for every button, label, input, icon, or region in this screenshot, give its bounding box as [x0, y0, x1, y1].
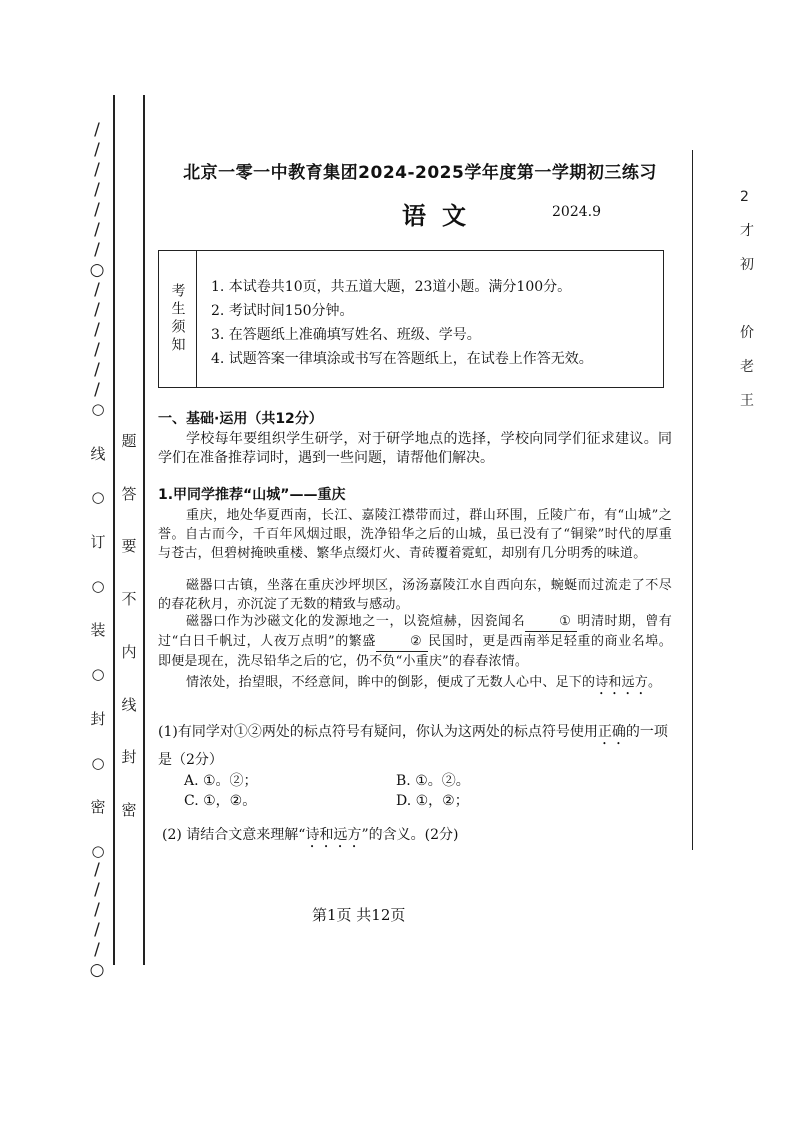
- blank-1: ①: [525, 612, 577, 632]
- binding-line-right: [143, 95, 145, 965]
- p4-text-a: 情浓处，抬望眼，不经意间，眸中的倒影，便成了无数人心中、足下的: [186, 675, 596, 690]
- edge-char: 王: [740, 393, 754, 409]
- edge-char: 初: [740, 257, 754, 273]
- binding-slash-mark: /: [94, 920, 100, 940]
- passage-paragraph-1: 重庆，地处华夏西南，长江、嘉陵江襟带而过，群山环围，丘陵广布，有“山城”之誉。自古而今，千百年风烟过眼，洗净铅华之后的山城，虽已没有了“铜梁”时代的厚重与苍古，但碧树掩映重楼、繁华点缀灯火、青砖覆着霓虹，却别有几分明秀的味道。: [158, 508, 672, 561]
- binding-line-left: [113, 95, 115, 965]
- binding-seal-char: 密: [90, 798, 106, 817]
- sub2-emphasis: 诗和远方: [305, 827, 362, 843]
- binding-warning-char: 封: [121, 748, 137, 767]
- sub1-text-a: (1)有同学对①②两处的标点符号有疑问，你认为这两处的标点符号使用: [158, 724, 598, 740]
- binding-seal-char: ○: [91, 665, 105, 684]
- binding-warning-char: 线: [121, 695, 137, 714]
- section-intro: 学校每年要组织学生研学，对于研学地点的选择，学校向同学们征求建议。同学们在准备推荐词时，遇到一些问题，请帮他们解决。: [158, 431, 672, 466]
- binding-warning-char: 题: [121, 432, 137, 450]
- sub1-emphasis: 正确: [597, 724, 626, 740]
- binding-slash-mark: /: [94, 180, 100, 200]
- binding-slash-mark: /: [94, 140, 100, 160]
- notice-item: 3. 在答题纸上准确填写姓名、班级、学号。: [211, 327, 481, 343]
- binding-slash-mark: /: [94, 880, 100, 900]
- edge-char: 才: [740, 223, 754, 239]
- passage-paragraph-2: 磁器口古镇，坐落在重庆沙坪坝区，汤汤嘉陵江水自西向东，蜿蜒而过流走了不尽的春花秋月，亦沉淀了无数的精致与感动。: [158, 578, 672, 612]
- edge-char: 2: [740, 189, 749, 205]
- exam-title: 北京一零一中教育集团2024-2025学年度第一学期初三练习: [183, 163, 657, 183]
- binding-slash-mark: /: [94, 380, 100, 400]
- subquestion-1: [158, 720, 672, 772]
- p3-text-d: 民国时，更是西南举足轻重的商业名埠。即便是现在，洗尽铅华之后的它，仍不负“小重庆”的春春浓情。: [158, 634, 672, 669]
- binding-seal-char: ○: [91, 400, 105, 418]
- binding-warning-char: 答: [121, 484, 137, 503]
- edge-char: [740, 282, 780, 316]
- option-b: B. ①。②。: [396, 773, 470, 789]
- option-a: A. ①。②；: [184, 773, 258, 789]
- adjacent-page-edge-text: [740, 180, 780, 418]
- subject-title: 语文: [402, 202, 482, 230]
- binding-seal-char: ○: [91, 488, 105, 507]
- binding-slash-mark: /: [94, 200, 100, 220]
- sub2-text-b: ”的含义。(2分): [361, 827, 459, 843]
- page-footer: 第1页 共12页: [312, 906, 406, 924]
- binding-warning-char: 密: [121, 800, 137, 819]
- binding-seal-column: [86, 400, 110, 860]
- binding-slash-mark: ○: [89, 960, 105, 980]
- binding-seal-char: 线: [90, 444, 106, 463]
- p3-text-c: 明清时期，曾有过“白日千帆过，人夜万点明”的繁盛: [158, 614, 672, 649]
- exam-date: 2024.9: [552, 204, 601, 220]
- binding-slash-mark: /: [94, 940, 100, 960]
- binding-slash-mark: /: [94, 900, 100, 920]
- binding-slash-mark: /: [94, 220, 100, 240]
- page-fold-line: [692, 150, 693, 850]
- binding-slash-mark: /: [94, 320, 100, 340]
- binding-warning-char: 要: [121, 537, 137, 556]
- sub2-text-a: (2) 请结合文意来理解“: [162, 827, 306, 843]
- binding-seal-char: 订: [90, 533, 106, 552]
- binding-warning-char: 内: [121, 642, 137, 661]
- p4-text-end: 。: [648, 675, 662, 690]
- question-1-heading: 1.甲同学推荐“山城”——重庆: [158, 487, 346, 503]
- binding-seal-char: ○: [91, 576, 105, 595]
- option-c: C. ①，②。: [184, 793, 257, 809]
- edge-char: 老: [740, 359, 754, 375]
- binding-slash-mark: /: [94, 860, 100, 880]
- edge-char: 价: [740, 325, 754, 341]
- option-d: D. ①，②；: [396, 793, 469, 809]
- binding-slash-mark: /: [94, 280, 100, 300]
- p4-emphasis: 诗和远方: [595, 675, 649, 690]
- binding-seal-char: 装: [90, 621, 106, 640]
- sub1-text-b: 的一项是（2分）: [158, 724, 668, 768]
- section-heading: 一、基础·运用（共12分）: [158, 411, 323, 427]
- binding-slash-mark: /: [94, 360, 100, 380]
- binding-warning-char: 不: [121, 590, 137, 609]
- binding-slash-mark: /: [94, 240, 100, 260]
- binding-seal-char: 封: [90, 709, 106, 728]
- binding-slash-mark: /: [94, 340, 100, 360]
- subquestion-2: [162, 826, 458, 851]
- candidate-notice-box: [158, 250, 664, 388]
- passage-paragraph-4: [158, 672, 672, 698]
- notice-item: 2. 考试时间150分钟。: [211, 303, 354, 319]
- binding-seal-char: ○: [91, 753, 105, 772]
- binding-slash-mark: ○: [89, 260, 105, 280]
- notice-label: 考生须知: [159, 251, 197, 387]
- binding-slash-mark: /: [94, 160, 100, 180]
- passage-paragraph-3: [158, 612, 672, 671]
- blank-2: ②: [376, 632, 428, 652]
- notice-items: [211, 275, 593, 371]
- binding-warning-column: [117, 430, 141, 820]
- binding-seal-char: ○: [91, 841, 105, 860]
- p3-text-a: 磁器口作为沙磁文化的发源地之一，以瓷煊赫，因瓷闻名: [186, 614, 526, 629]
- binding-slash-mark: /: [94, 120, 100, 140]
- notice-item: 4. 试题答案一律填涂或书写在答题纸上，在试卷上作答无效。: [211, 351, 593, 367]
- notice-item: 1. 本试卷共10页，共五道大题，23道小题。满分100分。: [211, 279, 572, 295]
- binding-slash-mark: /: [94, 300, 100, 320]
